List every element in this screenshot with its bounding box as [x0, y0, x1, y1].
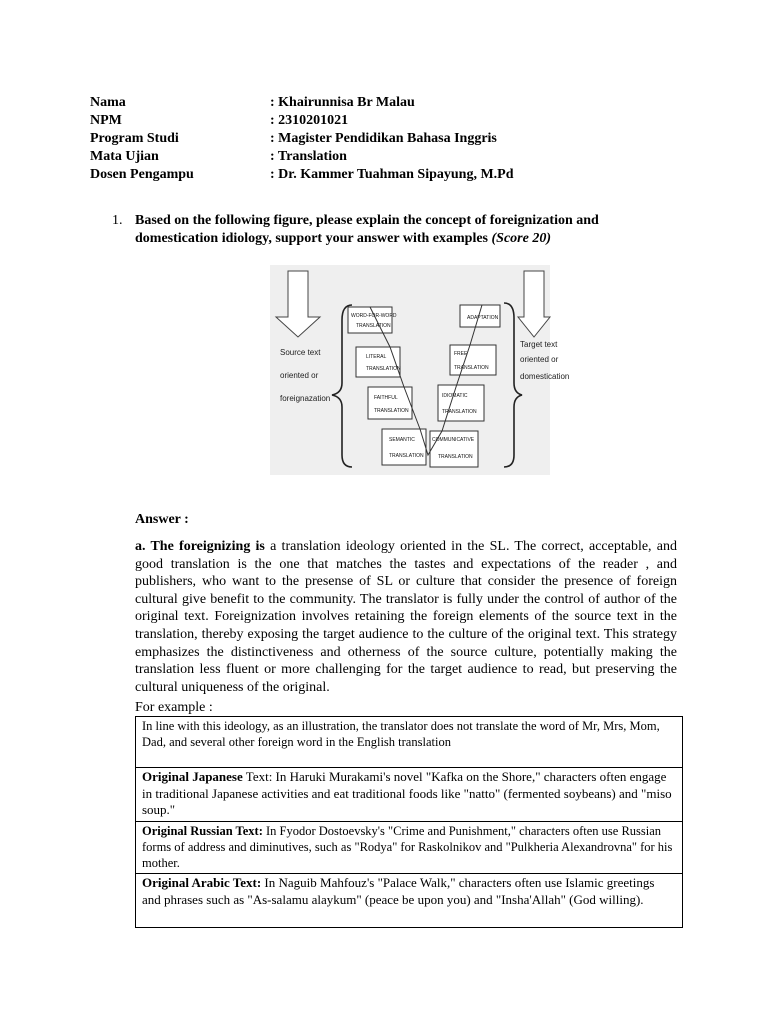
- right-caption-line: oriented or: [520, 355, 559, 364]
- header-label: Nama: [90, 95, 126, 110]
- question-score: (Score 20): [491, 231, 552, 246]
- diagram-svg: [270, 265, 570, 475]
- header-label: NPM: [90, 113, 122, 128]
- box-literal: [356, 347, 400, 377]
- box-label: ADAPTATION: [467, 315, 499, 321]
- question-body: Based on the following figure, please explain the concept of foreignization and domestication idiology, support your answer with examples: [135, 213, 599, 246]
- example-text: Text: In Haruki Murakami's novel "Kafka on the Shore," characters often engage in traditional Japanese activities and eat traditional foods like "natto" (fermented soybeans) and "miso soup.": [142, 769, 672, 817]
- box-label: TRANSLATION: [374, 408, 409, 414]
- right-brace: [504, 303, 522, 467]
- header-label: Program Studi: [90, 131, 179, 146]
- box-label: TRANSLATION: [389, 453, 424, 459]
- table-row: [136, 717, 683, 768]
- example-text: In line with this ideology, as an illustration, the translator does not translate the word of Mr, Mrs, Mom, Dad, and several other foreign word in the English translation: [142, 719, 660, 749]
- right-down-arrow: [518, 271, 550, 337]
- header-value: : 2310201021: [270, 113, 349, 128]
- right-caption-line: domestication: [520, 372, 570, 381]
- header-value: : Magister Pendidikan Bahasa Inggris: [270, 131, 497, 146]
- example-heading: Original Arabic Text:: [142, 875, 262, 890]
- example-text: In Fyodor Dostoevsky's "Crime and Punishment," characters often use Russian forms of address and diminutives, such as "Rodya" for Raskolnikov and "Pulkheria Alexandrovna" for his mother.: [142, 824, 673, 870]
- table-row: [136, 822, 683, 874]
- example-cell: [136, 874, 683, 928]
- box-semantic: [382, 429, 426, 465]
- table-row: [136, 768, 683, 822]
- box-idiomatic: [438, 385, 484, 421]
- question-text: [135, 212, 655, 248]
- answer-paragraph: [135, 538, 677, 696]
- box-label: TRANSLATION: [454, 365, 489, 371]
- box-label: WORD-FOR-WORD: [351, 313, 397, 319]
- box-word-for-word: [348, 307, 392, 333]
- right-caption-line: Target text: [520, 340, 558, 349]
- example-cell: [136, 717, 683, 768]
- example-cell: [136, 822, 683, 874]
- answer-body: a translation ideology oriented in the SL. The correct, acceptable, and good translation is the one that matches the tastes and expectations of the reader , and publishers, who want to the presense of SL or culture that consider the presence of foreign cultural give benefit to the community. The translator is fully under the control of author of the original text. Foreignization involves retaining the foreign elements of the source text in the translation, thereby exposing the target audience to the culture of the original text. This strategy emphasizes the distinctiveness and otherness of the source culture, potentially making the translation less fluent or more challenging for the target audience to read, but preserving the cultural uniqueness of the original.: [135, 539, 677, 695]
- header-value: : Translation: [270, 149, 347, 164]
- box-label: TRANSLATION: [356, 323, 391, 329]
- examples-table: [135, 716, 683, 928]
- example-heading: Original Russian Text:: [142, 824, 263, 838]
- left-caption-line: Source text: [280, 348, 321, 357]
- box-label: COMMUNICATIVE: [432, 437, 475, 443]
- left-caption-line: oriented or: [280, 371, 319, 380]
- box-label: IDIOMATIC: [442, 393, 468, 399]
- header-value: : Khairunnisa Br Malau: [270, 95, 415, 110]
- question-number: 1.: [112, 213, 123, 228]
- table-row: [136, 874, 683, 928]
- box-label: TRANSLATION: [438, 454, 473, 460]
- header-label: Dosen Pengampu: [90, 167, 194, 182]
- box-label: SEMANTIC: [389, 437, 415, 443]
- example-heading: Original Japanese: [142, 769, 243, 784]
- header-label: Mata Ujian: [90, 149, 159, 164]
- box-label: FREE: [454, 351, 468, 357]
- translation-v-diagram: [270, 265, 570, 475]
- example-cell: [136, 768, 683, 822]
- example-text: In Naguib Mahfouz's "Palace Walk," characters often use Islamic greetings and phrases such as "As-salamu alaykum" (peace be upon you) and "Insha'Allah" (God willing).: [142, 875, 655, 907]
- box-label: TRANSLATION: [442, 409, 477, 415]
- for-example-label: For example :: [135, 700, 213, 715]
- header-value: : Dr. Kammer Tuahman Sipayung, M.Pd: [270, 167, 514, 182]
- box-label: FAITHFUL: [374, 395, 398, 401]
- left-down-arrow: [276, 271, 320, 337]
- box-label: LITERAL: [366, 354, 387, 360]
- answer-lead: a. The foreignizing is: [135, 539, 265, 554]
- answer-label: Answer :: [135, 512, 189, 527]
- box-label: TRANSLATION: [366, 366, 401, 372]
- left-caption-line: foreignazation: [280, 394, 331, 403]
